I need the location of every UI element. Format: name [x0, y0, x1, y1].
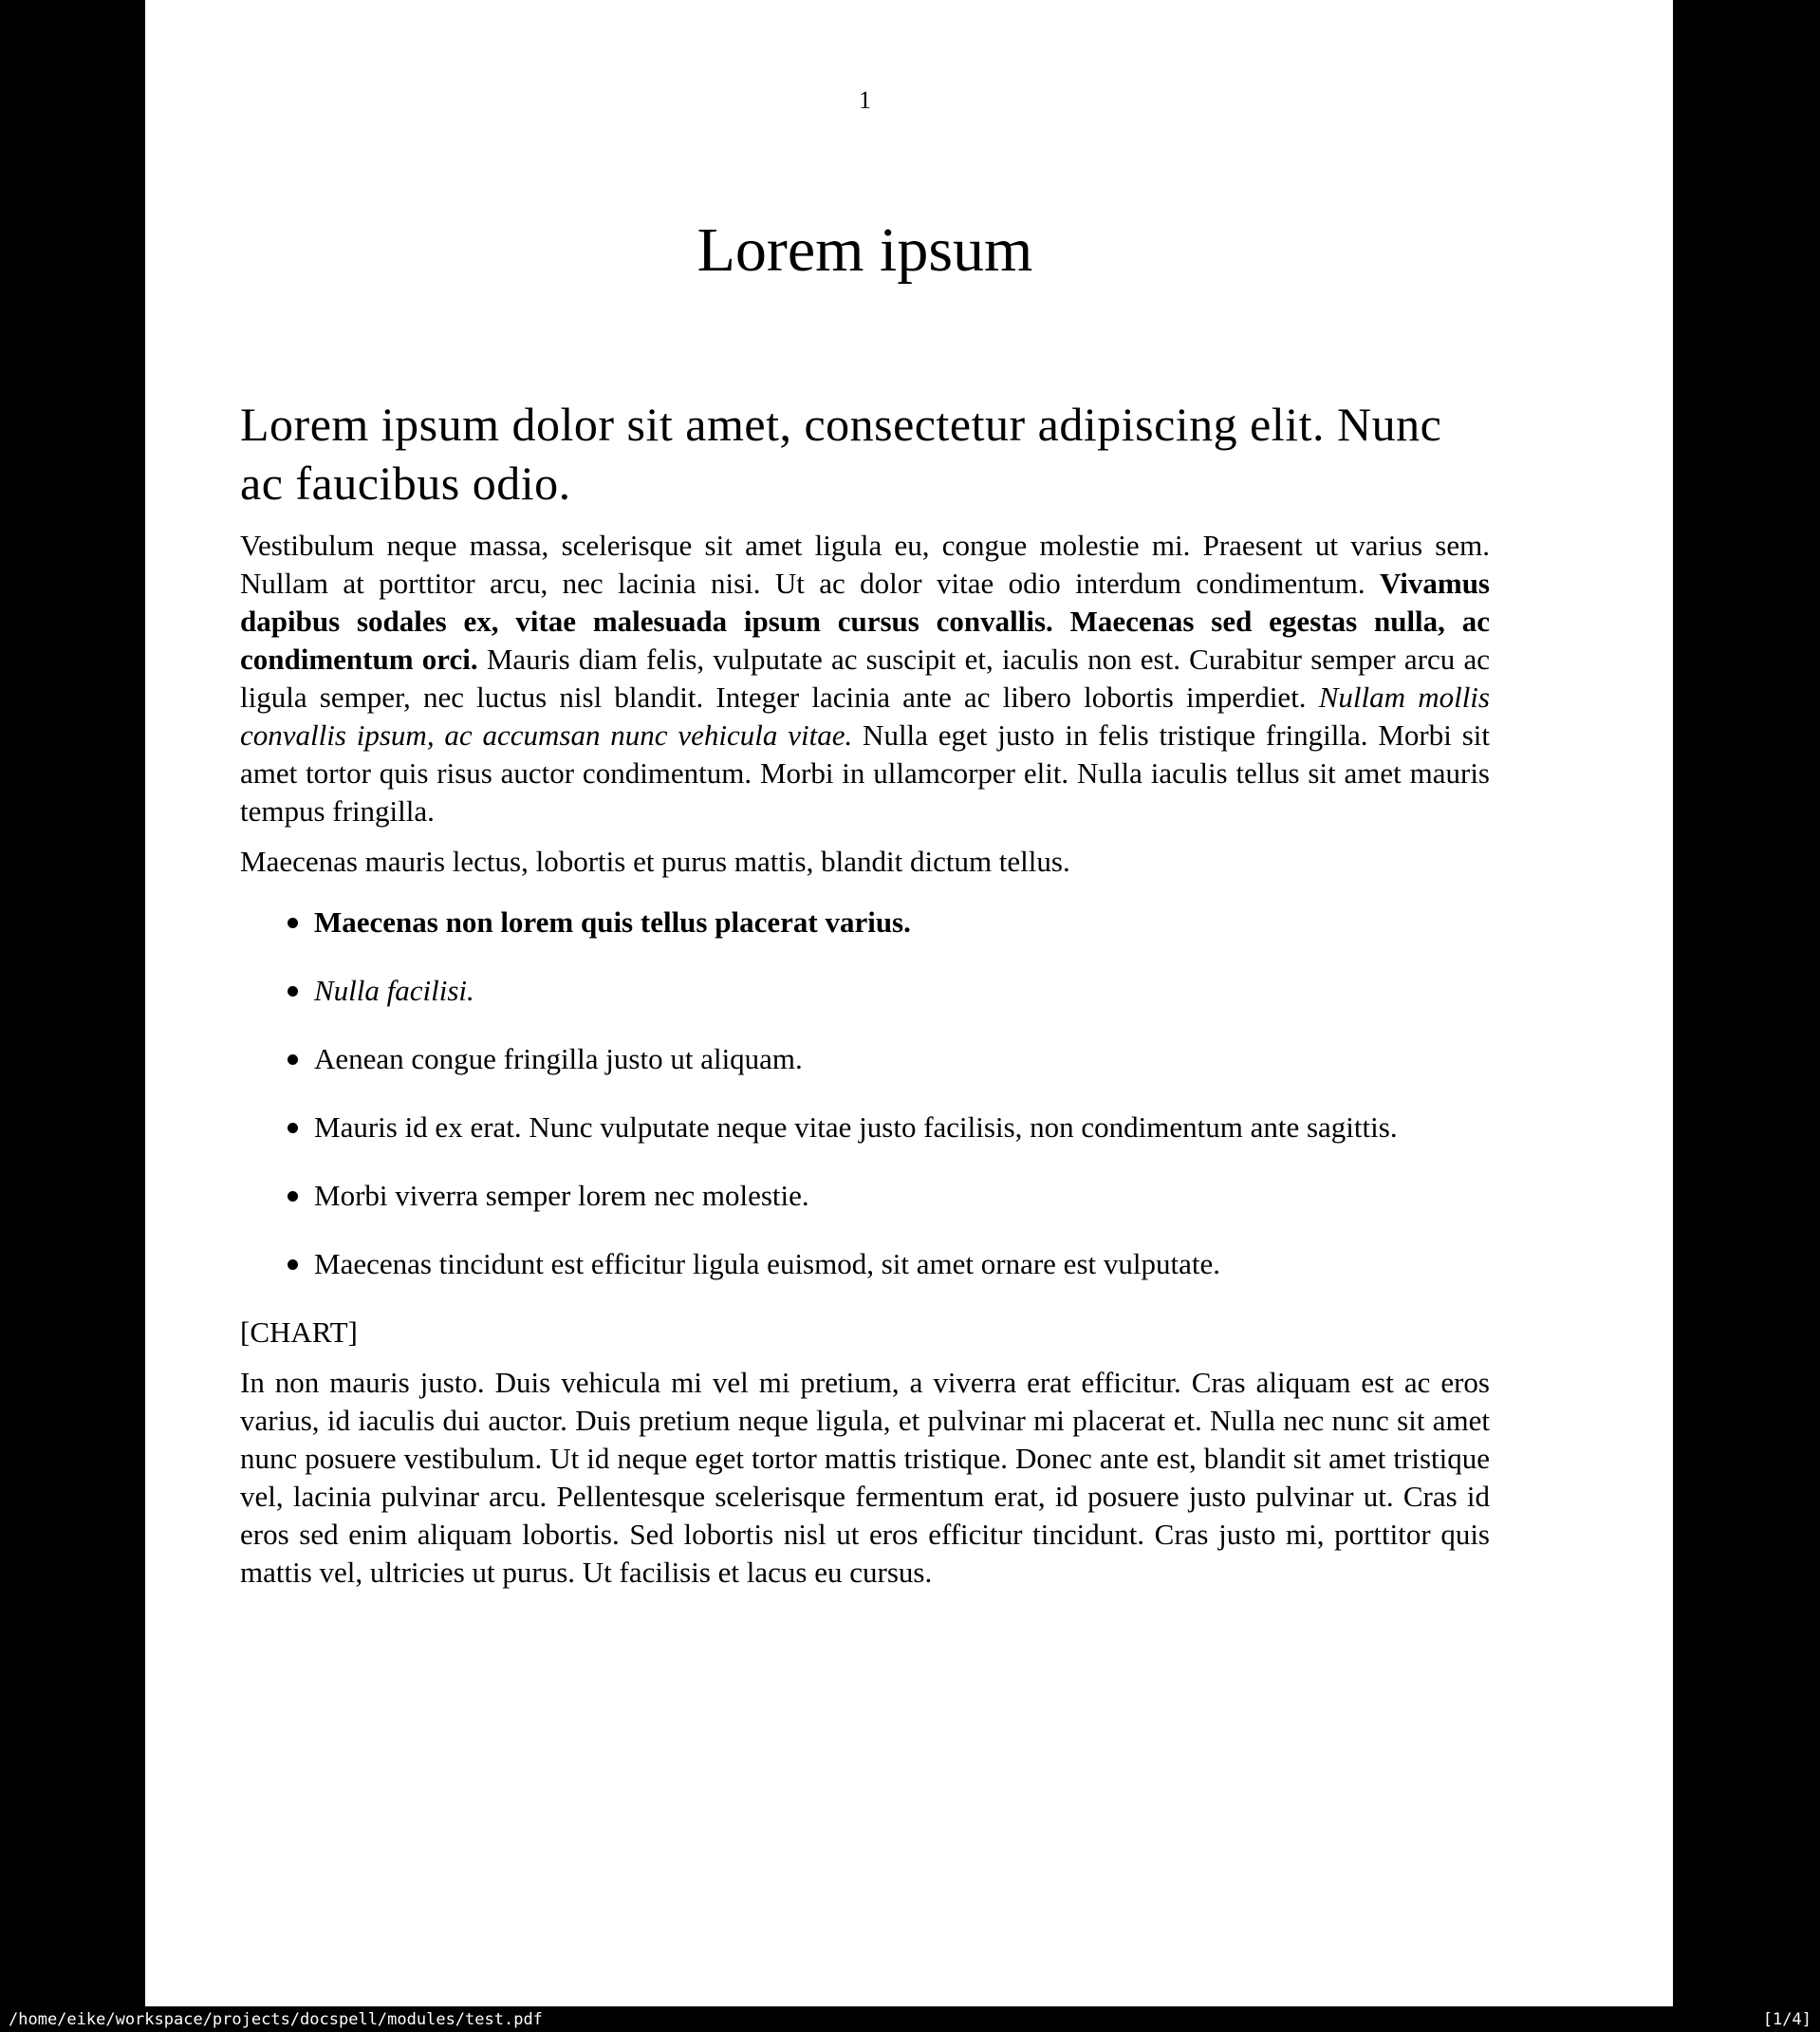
bullet-icon	[288, 1123, 298, 1133]
bullet-icon	[288, 1054, 298, 1065]
chart-placeholder: [CHART]	[240, 1315, 358, 1349]
paragraph-2: Maecenas mauris lectus, lobortis et purus mattis, blandit dictum tellus.	[240, 845, 1070, 878]
document-title: Lorem ipsum	[696, 215, 1033, 285]
section-heading: Lorem ipsum dolor sit amet, consectetur adipiscing elit. Nunc ac faucibus odio.	[240, 398, 1442, 510]
page-number: 1	[859, 86, 871, 114]
list-item-text: Maecenas non lorem quis tellus placerat varius.	[314, 905, 911, 939]
bullet-icon	[288, 986, 298, 997]
bullet-icon	[288, 918, 298, 928]
list-item-text: Maecenas tincidunt est efficitur ligula euismod, sit amet ornare est vulputate.	[314, 1247, 1220, 1280]
list-item	[288, 1109, 1490, 1146]
paragraph-1	[240, 527, 1490, 830]
list-item	[288, 972, 1490, 1010]
text-segment-normal: Mauris diam felis, vulputate ac suscipit et, iaculis non est. Curabitur semper arcu ac ligula semper, nec luctus nisl blandit. Integer lacinia ante ac libero lobortis imperdiet.	[240, 643, 1491, 714]
list-item-text: Mauris id ex erat. Nunc vulputate neque vitae justo facilisis, non condimentum ante sagittis.	[314, 1110, 1398, 1144]
bullet-list	[240, 904, 1490, 1283]
bullet-icon	[288, 1259, 298, 1270]
list-item-text: Nulla facilisi.	[314, 974, 474, 1007]
text-segment-normal: Nulla eget justo in felis tristique fringilla. Morbi sit amet tortor quis risus auctor condimentum. Morbi in ullamcorper elit. Nulla iaculis tellus sit amet mauris tempus fringilla.	[240, 718, 1490, 828]
text-segment-normal: Vestibulum neque massa, scelerisque sit amet ligula eu, congue molestie mi. Praesent ut varius sem. Nullam at porttitor arcu, nec lacinia nisi. Ut ac dolor vitae odio interdum condimentum.	[240, 529, 1490, 600]
statusbar-page-indicator: [1/4]	[1762, 2009, 1811, 2029]
list-item	[288, 1040, 1490, 1078]
paragraph-3: In non mauris justo. Duis vehicula mi vel mi pretium, a viverra erat efficitur. Cras aliquam est ac eros varius, id iaculis dui auctor. Duis pretium neque ligula, et pulvinar mi placerat et. Nulla nec nunc sit amet nunc posuere vestibulum. Ut id neque eget tortor mattis tristique. Donec ante est, blandit sit amet tristique vel, lacinia pulvinar arcu. Pellentesque scelerisque fermentum erat, id posuere justo pulvinar ut. Cras id eros sed enim aliquam lobortis. Sed lobortis nisl ut eros efficitur tincidunt. Cras justo mi, porttitor quis mattis vel, ultricies ut purus. Ut facilisis et lacus eu cursus.	[240, 1366, 1490, 1589]
list-item-text: Aenean congue fringilla justo ut aliquam.	[314, 1042, 803, 1075]
statusbar	[0, 2006, 1820, 2032]
list-item	[288, 1177, 1490, 1215]
statusbar-file-path: /home/eike/workspace/projects/docspell/modules/test.pdf	[9, 2009, 543, 2029]
list-item	[288, 904, 1490, 941]
list-item-text: Morbi viverra semper lorem nec molestie.	[314, 1179, 809, 1212]
list-item	[288, 1245, 1490, 1283]
text-segment-bold: Vivamus dapibus sodales ex, vitae malesuada ipsum cursus convallis. Maecenas sed egestas nulla, ac condimentum orci.	[240, 567, 1490, 676]
bullet-icon	[288, 1191, 298, 1202]
text-segment-italic: Nullam mollis convallis ipsum, ac accumsan nunc vehicula vitae.	[240, 680, 1490, 752]
pdf-page	[145, 0, 1673, 2006]
